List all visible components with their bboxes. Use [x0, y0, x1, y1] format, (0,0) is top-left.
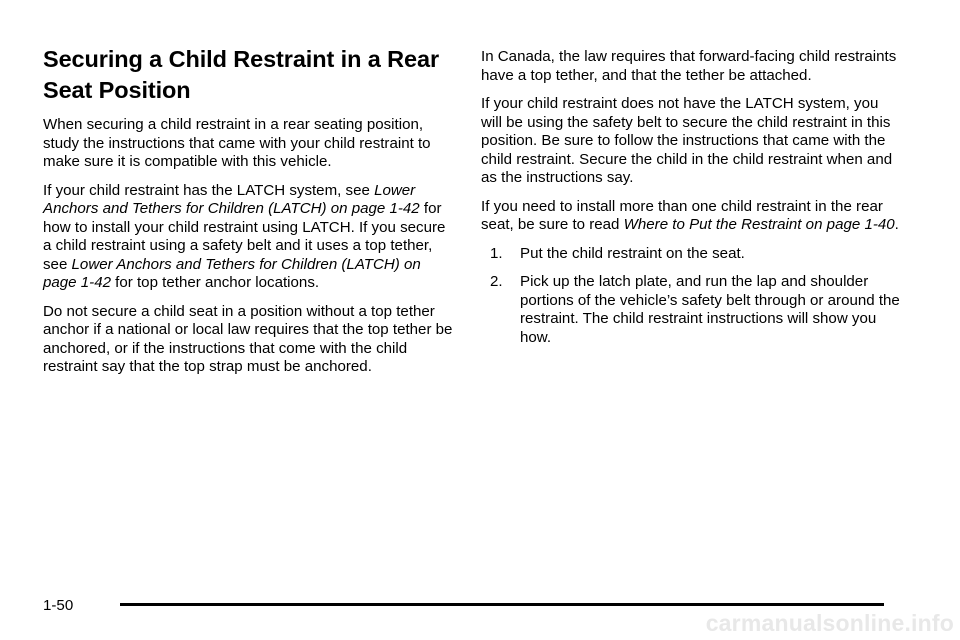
- list-item: [490, 273, 901, 347]
- section-heading: Securing a Child Restraint in a Rear Seat Position: [43, 46, 440, 103]
- step-text: Pick up the latch plate, and run the lap and shoulder portions of the vehicle’s safety belt through or around the restraint. The child restraint instructions will show you how.: [520, 273, 900, 346]
- right-paragraph-3: [481, 198, 901, 235]
- left-paragraph-1: When securing a child restraint in a rear seating position, study the instructions that came with your child restraint to make sure it is compatible with this vehicle.: [43, 116, 431, 170]
- step-text: Put the child restraint on the seat.: [520, 244, 745, 262]
- footer-divider: [120, 603, 884, 606]
- left-p2-text-a: If your child restraint has the LATCH system, see: [43, 181, 375, 199]
- cross-reference-latch-1[interactable]: Lower Anchors and Tethers for Children (LATCH) on page 1-42: [43, 181, 420, 217]
- cross-reference-restraint-placement[interactable]: Where to Put the Restraint on page 1-40: [623, 216, 895, 233]
- cross-reference-latch-2[interactable]: Lower Anchors and Tethers for Children (LATCH) on page 1-42: [43, 255, 421, 291]
- steps-list: [481, 245, 901, 348]
- left-paragraph-3: Do not secure a child seat in a position without a top tether anchor if a national or local law requires that the top tether be anchored, or if the instructions that come with the child restraint say that the top strap must be anchored.: [43, 302, 453, 375]
- right-paragraph-1: In Canada, the law requires that forward-facing child restraints have a top tether, and that the tether be attached.: [481, 48, 897, 84]
- watermark: carmanualsonline.info: [705, 610, 954, 636]
- list-item: [490, 245, 901, 264]
- right-p3-text-b: .: [894, 216, 899, 233]
- left-p2-text-b: for how to install your child restraint using LATCH. If you secure a child restraint using a safety belt and it uses a top tether, see: [43, 200, 446, 273]
- left-column: [43, 44, 455, 387]
- step-number: 2.: [490, 273, 503, 290]
- left-paragraph-2: [43, 182, 455, 293]
- right-paragraph-2: If your child restraint does not have the LATCH system, you will be using the safety belt to secure the child restraint in this position. Be sure to follow the instructions that came with the child restraint. Secure the child in the child restraint when and as the instructions say.: [481, 95, 893, 186]
- page-number: 1-50: [43, 597, 74, 614]
- right-p3-text-a: If you need to install more than one child restraint in the rear seat, be sure to read: [481, 197, 883, 233]
- right-column: [481, 48, 901, 357]
- left-p2-text-c: for top tether anchor locations.: [110, 274, 320, 291]
- step-number: 1.: [490, 244, 503, 262]
